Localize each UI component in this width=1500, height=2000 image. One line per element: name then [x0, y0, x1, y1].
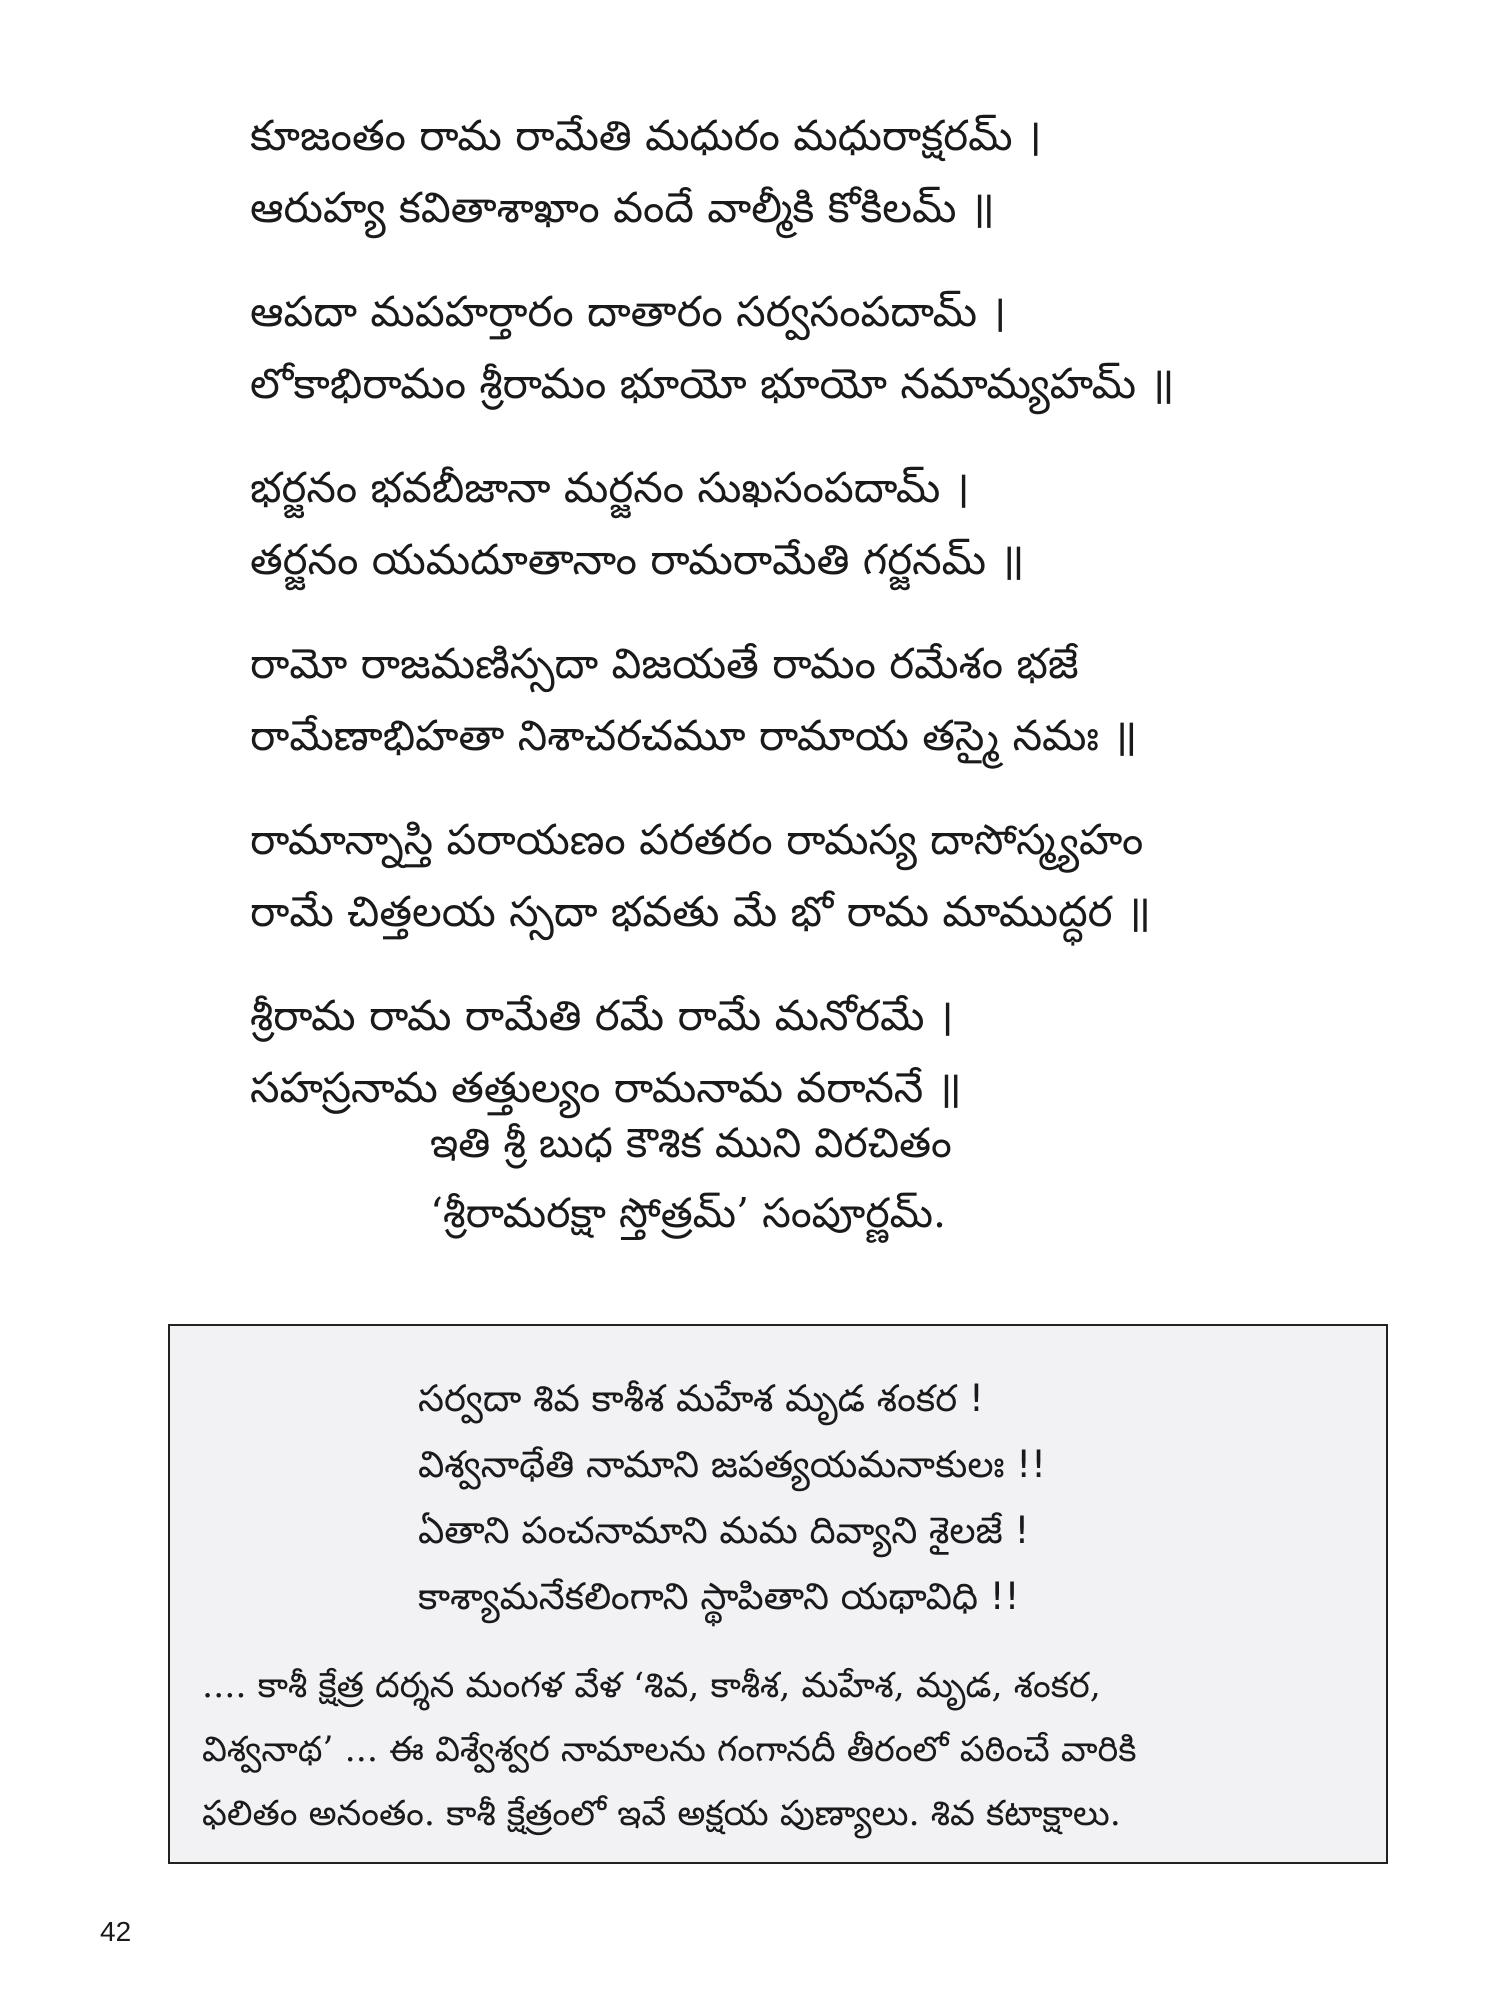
box-verse-line: కాశ్యామనేకలింగాని స్థాపితాని యథావిధి !!: [418, 1575, 1020, 1618]
box-paragraph: [202, 1654, 1362, 1846]
verse-couplet: [250, 100, 1350, 244]
colophon: [430, 1108, 1230, 1248]
verse-line: రామేణాభిహతా నిశాచరచమూ రామాయ తస్మై నమః ॥: [250, 711, 1138, 760]
highlight-box: [168, 1324, 1388, 1864]
box-verses: [418, 1366, 1046, 1630]
box-verse-line: ఏతాని పంచనామాని మమ దివ్యాని శైలజే !: [418, 1509, 1030, 1552]
verse-line: శ్రీరామ రామ రామేతి రమే రామే మనోరమే ।: [250, 991, 954, 1040]
verse-line: ఆపదా మపహర్తారం దాతారం సర్వసంపదామ్ ।: [250, 287, 1007, 336]
verse-line: రామాన్నాస్తి పరాయణం పరతరం రామస్య దాసోస్మ్యహం: [250, 815, 1144, 864]
paragraph-line: విశ్వనాథ’ ... ఈ విశ్వేశ్వర నామాలను గంగానదీ తీరంలో పఠించే వారికి: [202, 1730, 1137, 1770]
page-number: 42: [100, 1916, 132, 1947]
verse-couplet: [250, 276, 1350, 420]
stotram-verses: [250, 100, 1350, 1156]
verse-couplet: [250, 980, 1350, 1124]
verse-line: లోకాభిరామం శ్రీరామం భూయో భూయో నమామ్యహమ్ ॥: [250, 359, 1175, 408]
verse-line: సహస్రనామ తత్తుల్యం రామనామ వరాననే ॥: [250, 1063, 962, 1112]
box-verse-line: విశ్వనాథేతి నామాని జపత్యయమనాకులః !!: [418, 1443, 1046, 1486]
verse-line: రామో రాజమణిస్సదా విజయతే రామం రమేశం భజే: [250, 639, 1079, 688]
verse-line: ఆరుహ్య కవితాశాఖాం వందే వాల్మీకి కోకిలమ్ ॥: [250, 183, 995, 232]
paragraph-line: ఫలితం అనంతం. కాశీ క్షేత్రంలో ఇవే అక్షయ పుణ్యాలు. శివ కటాక్షాలు.: [202, 1794, 1121, 1834]
verse-line: రామే చిత్తలయ స్సదా భవతు మే భో రామ మాముద్ధర ॥: [250, 887, 1152, 936]
verse-couplet: [250, 452, 1350, 596]
verse-couplet: [250, 628, 1350, 772]
colophon-line: ఇతి శ్రీ బుధ కౌశిక ముని విరచితం: [430, 1119, 952, 1167]
verse-line: కూజంతం రామ రామేతి మధురం మధురాక్షరమ్ ।: [250, 111, 1042, 160]
colophon-line: ‘శ్రీరామరక్షా స్తోత్రమ్’ సంపూర్ణమ్.: [430, 1189, 947, 1237]
verse-couplet: [250, 804, 1350, 948]
paragraph-line: .... కాశీ క్షేత్ర దర్శన మంగళ వేళ ‘శివ, కాశీశ, మహేశ, మృడ, శంకర,: [202, 1666, 1101, 1706]
verse-line: తర్జనం యమదూతానాం రామరామేతి గర్జనమ్ ॥: [250, 535, 1025, 584]
box-verse-line: సర్వదా శివ కాశీశ మహేశ మృడ శంకర !: [418, 1377, 984, 1420]
verse-line: భర్జనం భవబీజానా మర్జనం సుఖసంపదామ్ ।: [250, 463, 970, 512]
